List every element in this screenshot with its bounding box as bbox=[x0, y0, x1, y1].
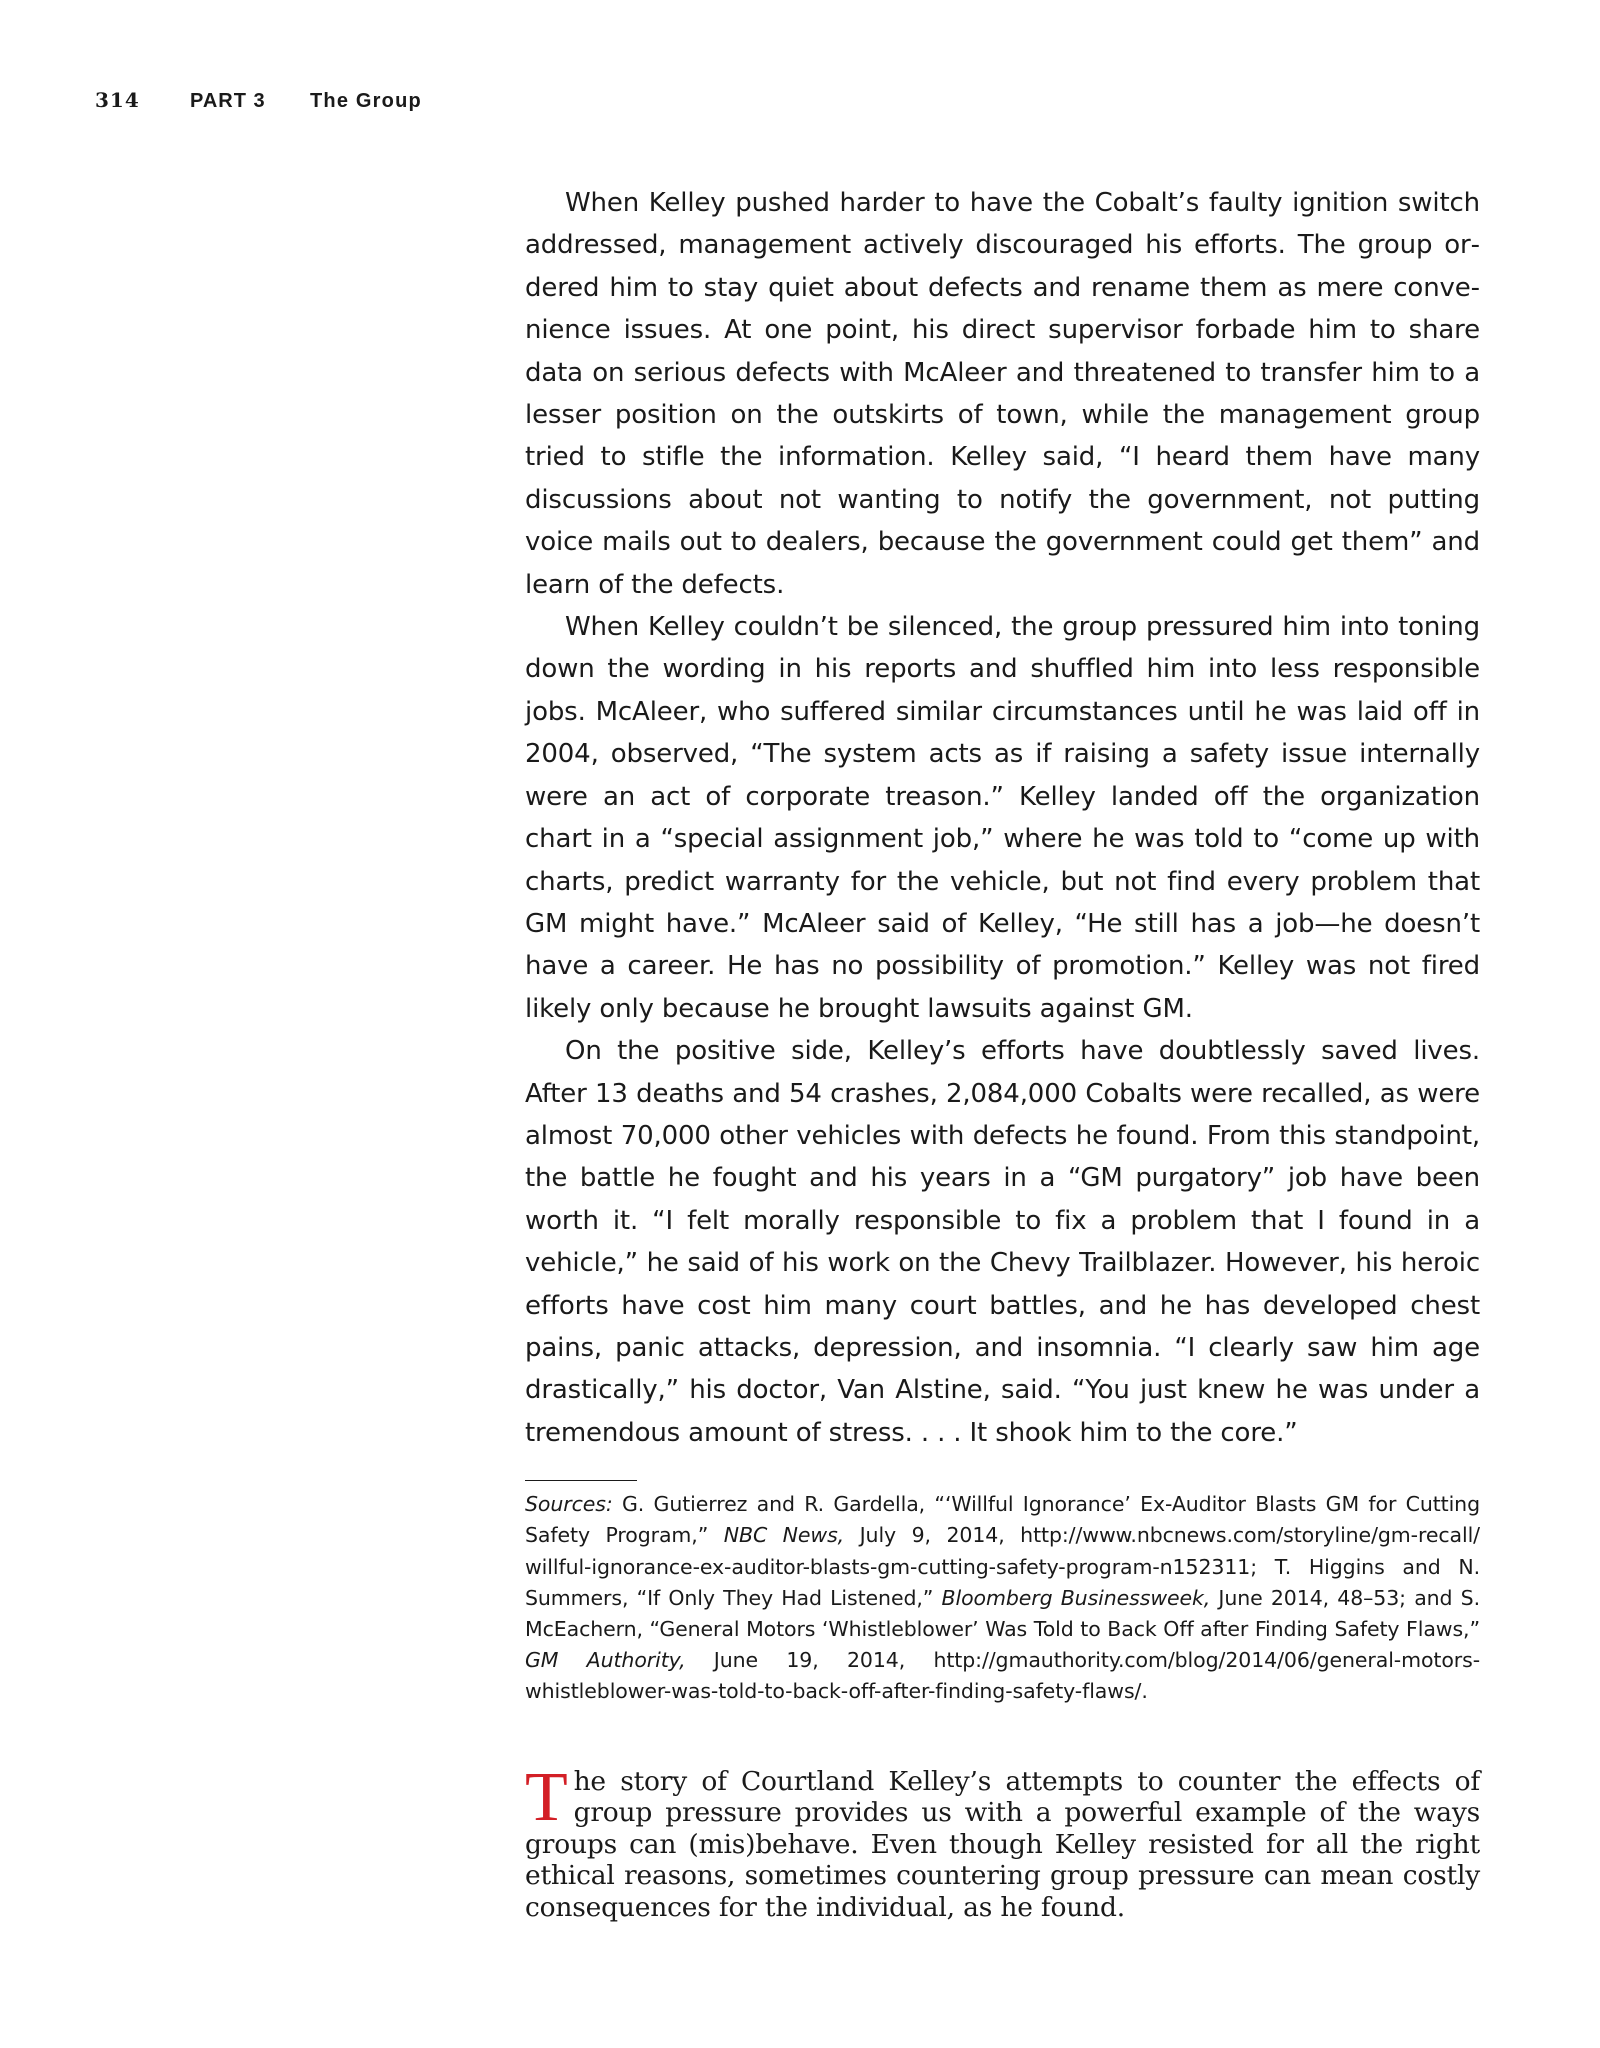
body-paragraph-1: When Kelley pushed harder to have the Cobalt’s faulty ignition switch addressed, management actively discouraged his efforts. The group ordered him to stay quiet about defects and rename them as mere convenience issues. At one point, his direct supervisor forbade him to share data on serious defects with McAleer and threatened to transfer him to a lesser position on the outskirts of town, while the management group tried to stifle the information. Kelley said, “I heard them have many discussions about not wanting to notify the government, not putting voice mails out to dealers, because the government could get them” and learn of the defects. bbox=[525, 188, 1480, 600]
part-title: The Group bbox=[310, 90, 422, 112]
running-head bbox=[95, 88, 422, 113]
publication-nbc-news: NBC News, bbox=[723, 1523, 845, 1548]
closing-paragraph bbox=[525, 1758, 1480, 1924]
sources-text-4: June 19, 2014, http://gmauthority.com/blog/2014/06/general-​motors-whistleblower-was-told-to-back-off-after-finding-safety-flaws/. bbox=[525, 1648, 1480, 1704]
part-label: PART 3 bbox=[190, 90, 266, 112]
case-study-body bbox=[525, 182, 1480, 1454]
sources-text-3: June 2014, 48–53; and S. McEachern, “General Motors ‘Whistleblower’ Was Told to Back Off after Finding Safety Flaws,” bbox=[525, 1585, 1480, 1641]
sources-note bbox=[525, 1489, 1480, 1707]
publication-bloomberg-businessweek: Bloomberg Businessweek, bbox=[941, 1585, 1211, 1610]
sources-label: Sources: bbox=[525, 1492, 613, 1517]
publication-gm-authority: GM Authority, bbox=[525, 1648, 686, 1673]
sources-text-2: July 9, 2014, http://www.nbcnews.com/storyline/gm-recall/​willful-ignorance-ex-auditor-blasts-gm-cutting-safety-program-n152311; T. Higgins and N. Summers, “If Only They Had Listened,” bbox=[525, 1523, 1480, 1610]
body-paragraph-2: When Kelley couldn’t be silenced, the group pressured him into toning down the wording in his reports and shuffled him into less responsible jobs. McAleer, who suffered similar circumstances until he was laid off in 2004, observed, “The system acts as if raising a safety issue internally were an act of corporate treason.” Kelley landed off the organization chart in a “special assignment job,” where he was told to “come up with charts, predict warranty for the vehicle, but not find every problem that GM might have.” McAleer said of Kelley, “He still has a job—he doesn’t have a career. He has no possibility of promotion.” Kelley was not fired likely only because he brought lawsuits against GM. bbox=[525, 612, 1480, 1024]
closing-text: he story of Courtland Kelley’s attempts to counter the effects of group pressure provides us with a powerful example of the ways groups can (mis)behave. Even though Kelley resisted for all the right ethical reasons, sometimes countering group pressure can mean costly consequences for the individual, as he found. bbox=[525, 1765, 1480, 1923]
main-column bbox=[525, 182, 1480, 1923]
drop-cap: T bbox=[525, 1758, 568, 1836]
page-number: 314 bbox=[95, 88, 140, 112]
body-paragraph-3: On the positive side, Kelley’s efforts have doubtlessly saved lives. After 13 deaths and 54 crashes, 2,084,000 Cobalts were recalled, as were almost 70,000 other vehicles with defects he found. From this standpoint, the battle he fought and his years in a “GM purgatory” job have been worth it. “I felt morally responsible to fix a problem that I found in a vehicle,” he said of his work on the Chevy Trailblazer. However, his heroic efforts have cost him many court battles, and he has developed chest pains, panic attacks, depression, and insomnia. “I clearly saw him age drastically,” his doctor, Van Alstine, said. “You just knew he was under a tremendous amount of stress. . . . It shook him to the core.” bbox=[525, 1036, 1480, 1448]
sources-divider bbox=[525, 1480, 637, 1481]
sources-text-1: G. Gutierrez and R. Gardella, “‘Willful Ignorance’ Ex-Auditor Blasts GM for Cutting Safety Program,” bbox=[525, 1492, 1480, 1548]
